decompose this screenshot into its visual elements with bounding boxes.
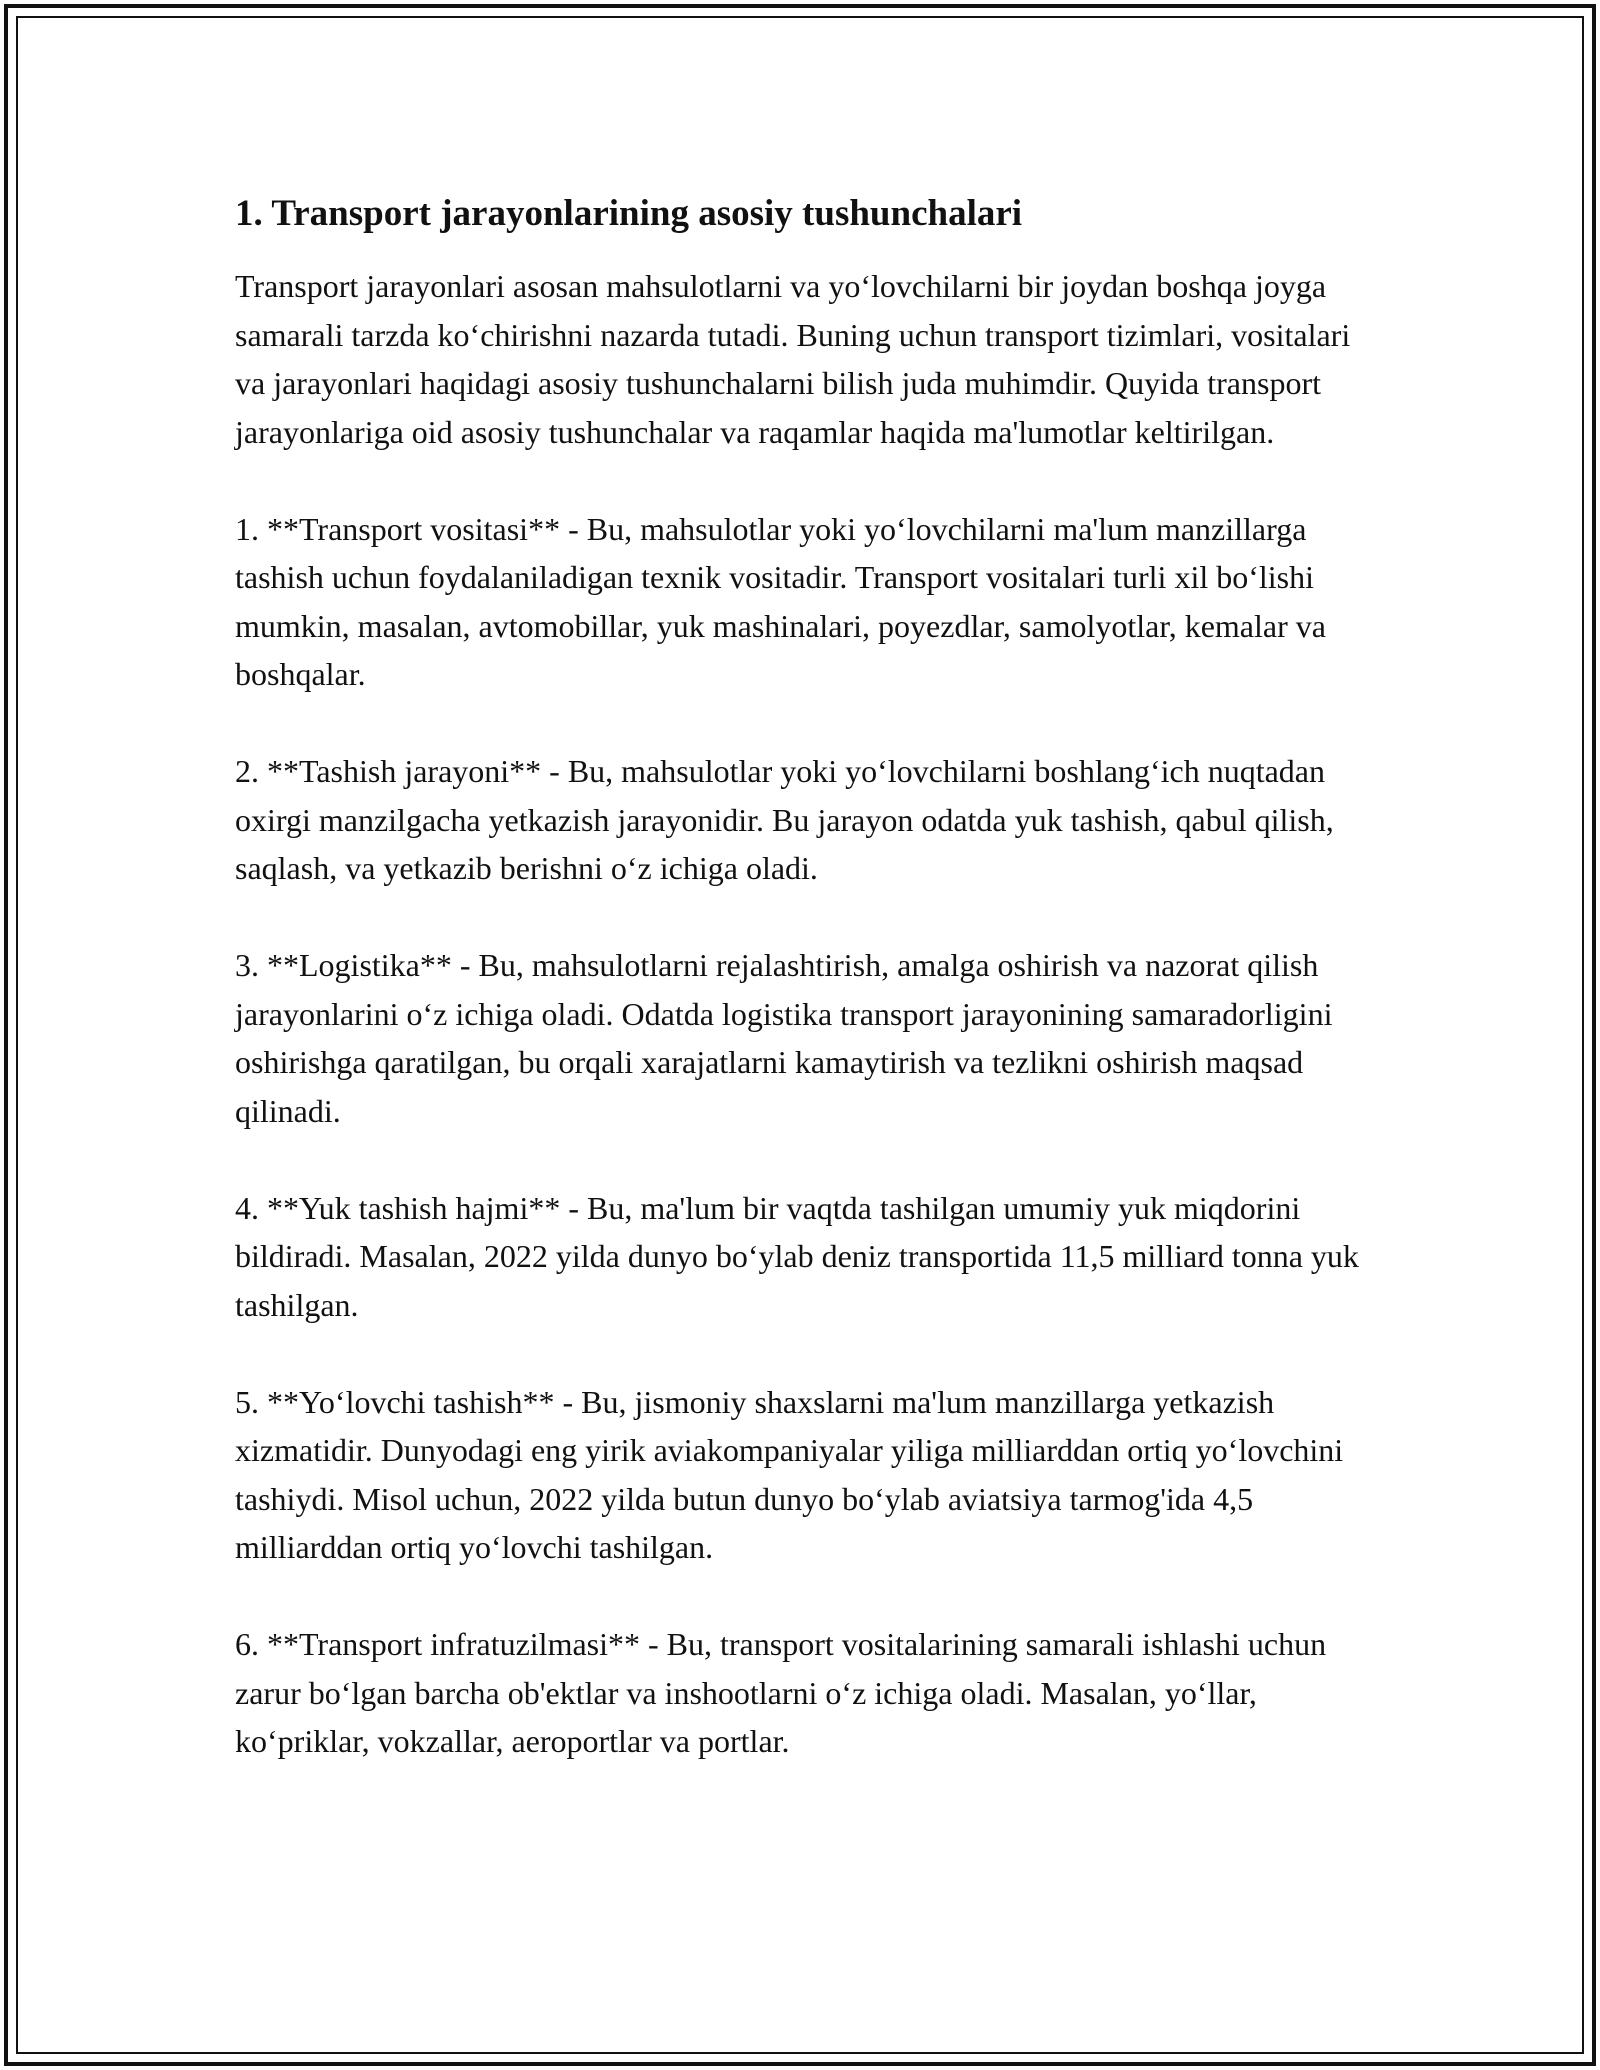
intro-paragraph: Transport jarayonlari asosan mahsulotlarni va yo‘lovchilarni bir joydan boshqa joyga samarali tarzda ko‘chirishni nazarda tutadi. Buning uchun transport tizimlari, vositalari va jarayonlari haqidagi asosiy tushunchalarni bilish juda muhimdir. Quyida transport jarayonlariga oid asosiy tushunchalar va raqamlar haqida ma'lumotlar keltirilgan. [235,268,1351,450]
paragraph-tashish-jarayoni: 2. **Tashish jarayoni** - Bu, mahsulotlar yoki yo‘lovchilarni boshlang‘ich nuqtadan oxirgi manzilgacha yetkazish jarayonidir. Bu jarayon odatda yuk tashish, qabul qilish, saqlash, va yetkazib berishni o‘z ichiga oladi. [235,753,1334,886]
paragraph-transport-infratuzilmasi: 6. **Transport infratuzilmasi** - Bu, transport vositalarining samarali ishlashi uchun zarur bo‘lgan barcha ob'ektlar va inshootlarni o‘z ichiga oladi. Masalan, yo‘llar, ko‘priklar, vokzallar, aeroportlar va portlar. [235,1626,1327,1759]
paragraph-yolovchi-tashish: 5. **Yo‘lovchi tashish** - Bu, jismoniy shaxslarni ma'lum manzillarga yetkazish xizmatidir. Dunyodagi eng yirik aviakompaniyalar yiliga milliarddan ortiq yo‘lovchini tashiydi. Misol uchun, 2022 yilda butun dunyo bo‘ylab aviatsiya tarmog'ida 4,5 milliarddan ortiq yo‘lovchi tashilgan. [235,1383,1344,1565]
paragraph-logistika: 3. **Logistika** - Bu, mahsulotlarni rejalashtirish, amalga oshirish va nazorat qilish jarayonlarini o‘z ichiga oladi. Odatda logistika transport jarayonining samaradorligini oshirishga qaratilgan, bu orqali xarajatlarni kamaytirish va tezlikni oshirish maqsad qilinadi. [235,947,1333,1129]
paragraph-yuk-tashish-hajmi: 4. **Yuk tashish hajmi** - Bu, ma'lum bir vaqtda tashilgan umumiy yuk miqdorini bildiradi. Masalan, 2022 yilda dunyo bo‘ylab deniz transportida 11,5 milliard tonna yuk tashilgan. [235,1189,1359,1323]
document-body [235,186,1375,1814]
paragraph-transport-vositasi: 1. **Transport vositasi** - Bu, mahsulotlar yoki yo‘lovchilarni ma'lum manzillarga tashish uchun foydalaniladigan texnik vositadir. Transport vositalari turli xil bo‘lishi mumkin, masalan, avtomobillar, yuk mashinalari, poyezdlar, samolyotlar, kemalar va boshqalar. [235,510,1326,692]
page-title: 1. Transport jarayonlarining asosiy tushunchalari [235,193,1023,234]
